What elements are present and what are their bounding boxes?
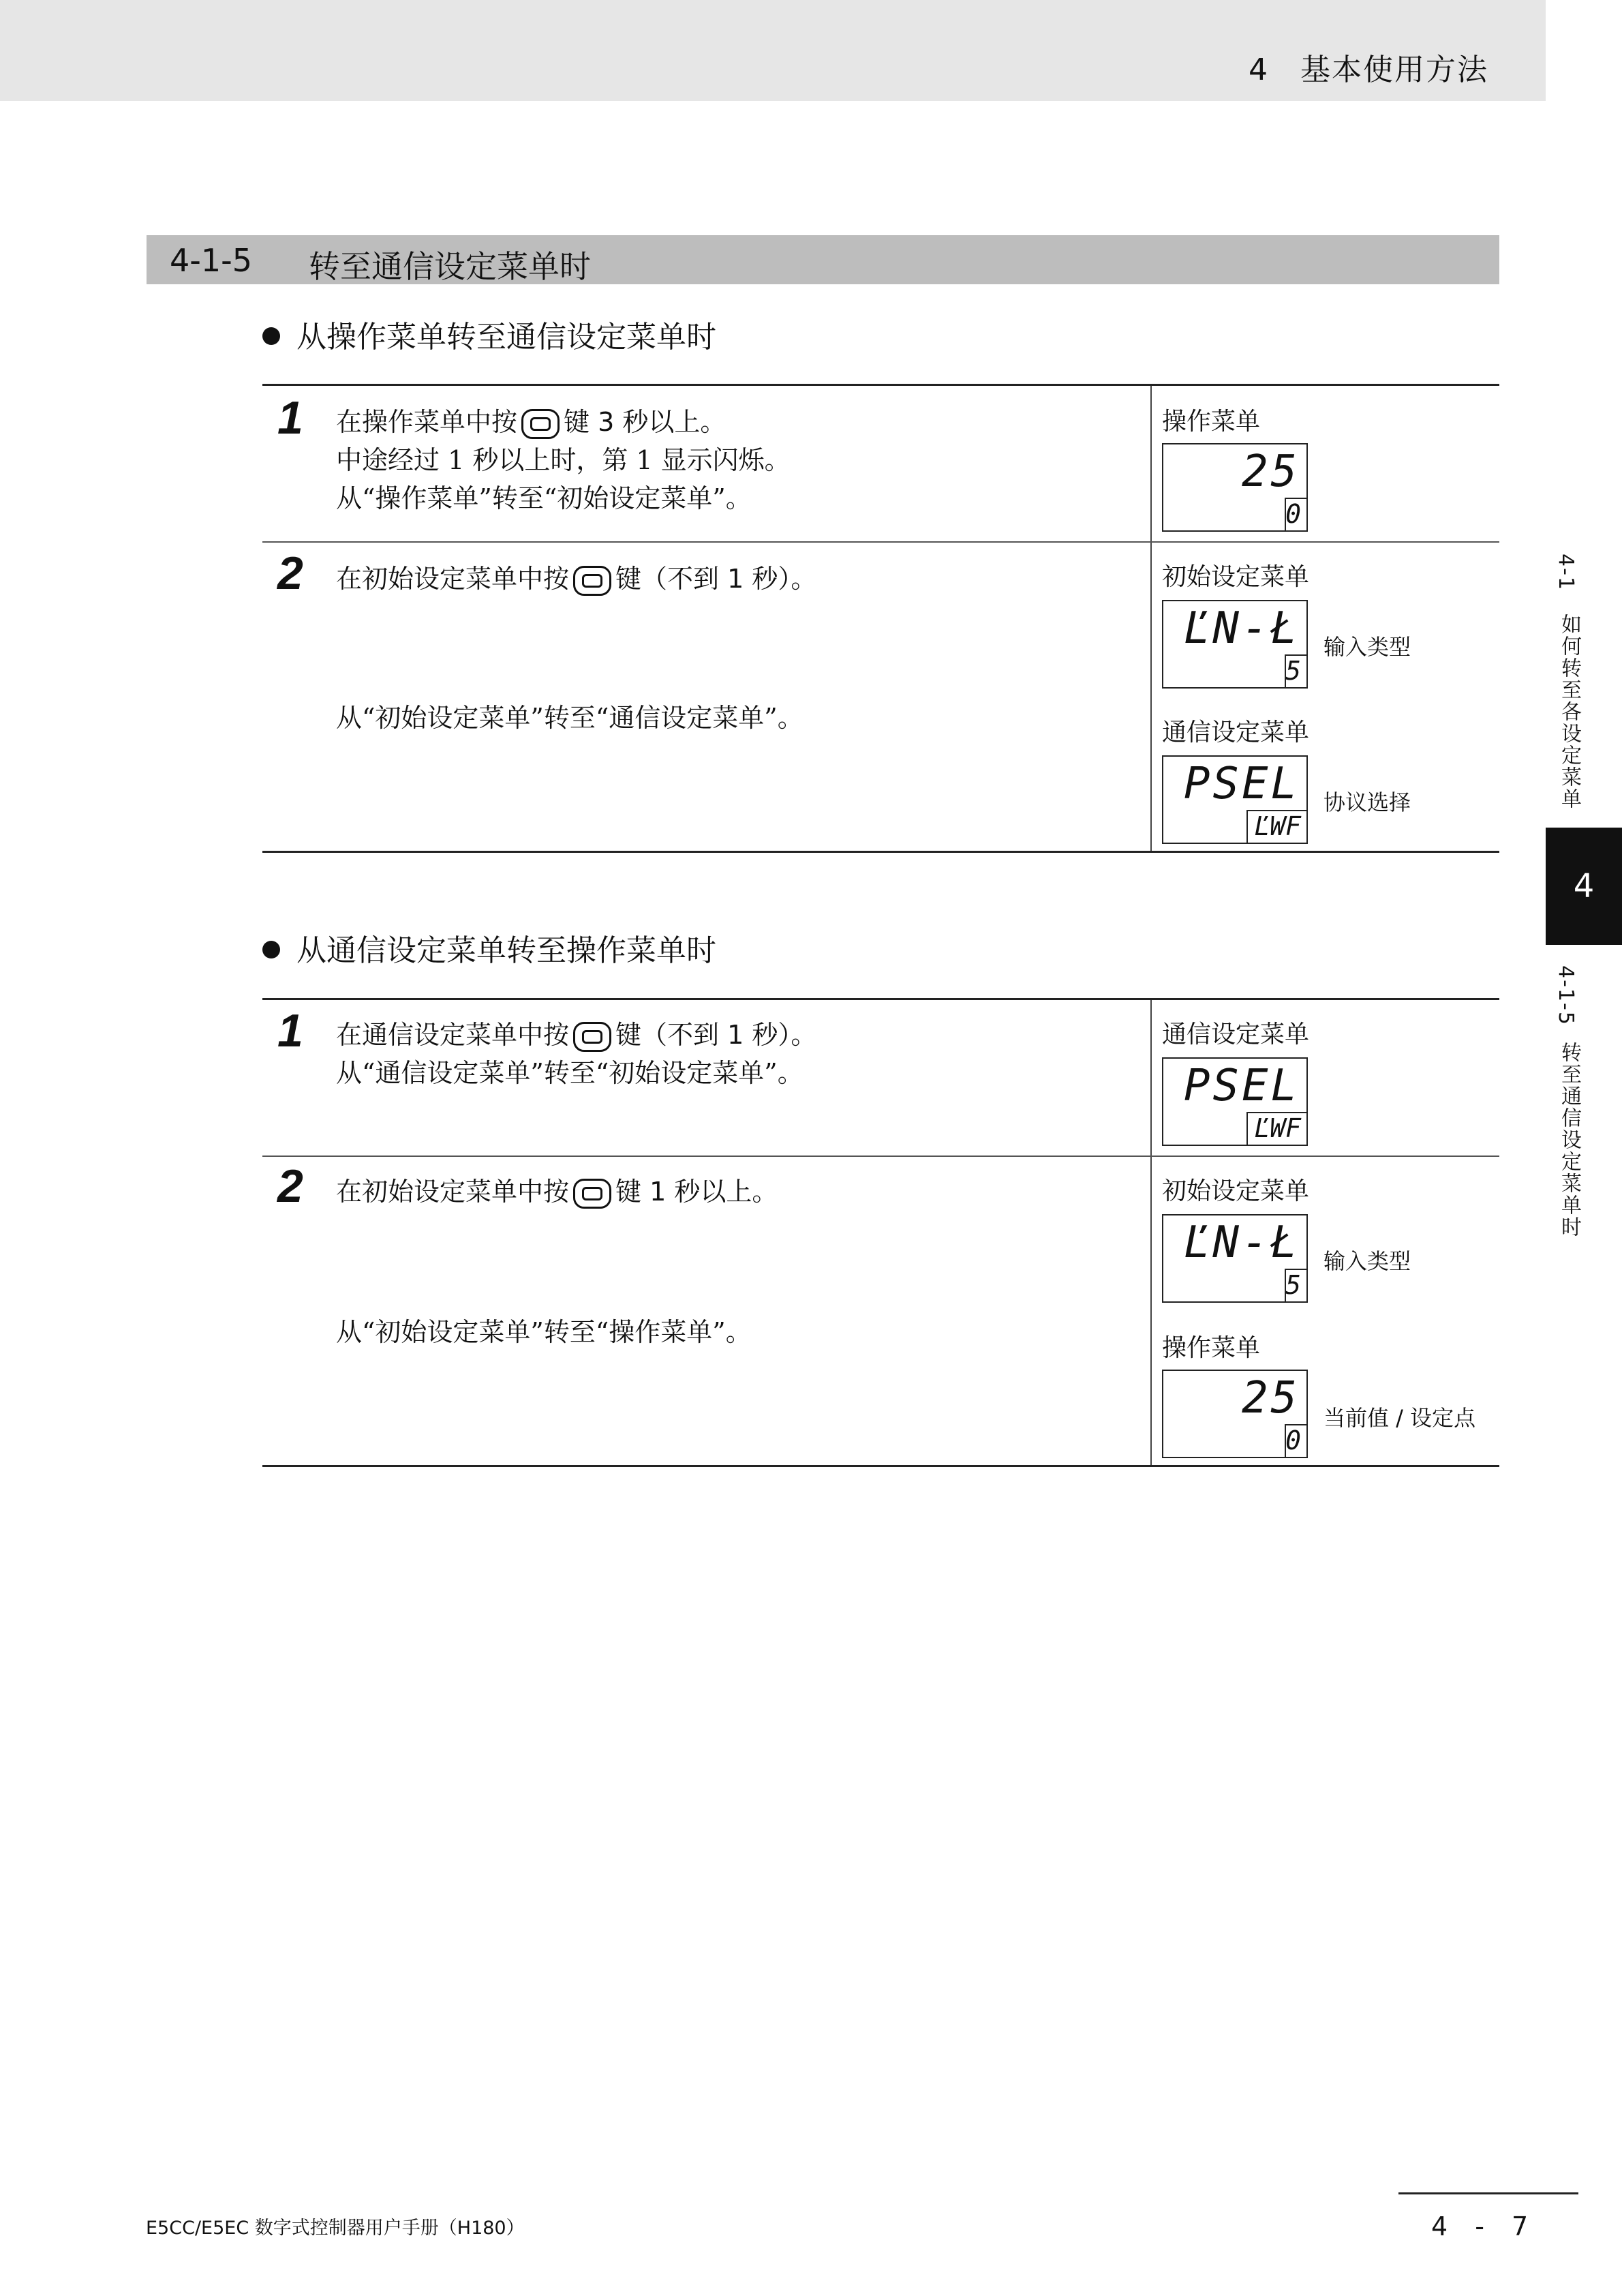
step-note: 中途经过 1 秒以上时，第 1 显示闪烁。 [336, 445, 791, 475]
chapter-tab[interactable]: 4 [1546, 828, 1622, 945]
step-result: 从“初始设定菜单”转至“操作菜单”。 [336, 1317, 752, 1347]
lcd-display [1162, 1057, 1308, 1146]
sidebar-section-number: 4-1 [1554, 554, 1578, 591]
sidebar-subsection-title: 转至通信设定菜单时 [1557, 1042, 1581, 1238]
step-result: 从“通信设定菜单”转至“初始设定菜单”。 [336, 1058, 804, 1088]
subsection-title-2: 从通信设定菜单转至操作菜单时 [296, 933, 716, 968]
bullet-icon [262, 941, 280, 958]
parameter-description: 输入类型 [1323, 634, 1411, 660]
procedure-table-2 [262, 998, 1499, 1467]
table-row [262, 1000, 1499, 1155]
sidebar-section-title: 如何转至各设定菜单 [1557, 614, 1581, 810]
section-title: 转至通信设定菜单时 [309, 248, 591, 285]
sidebar-subsection-number: 4-1-5 [1554, 965, 1578, 1026]
step-instruction: 在操作菜单中按 键 3 秒以上。 [336, 401, 726, 439]
display-sub: ĽWF [1254, 1113, 1301, 1143]
panel-label: 通信设定菜单 [1162, 1021, 1310, 1048]
mode-key-icon [573, 1022, 611, 1052]
page-rule [1398, 2192, 1578, 2194]
display-main: ĽN-Ł [1183, 1218, 1300, 1268]
display-sub: 5 [1285, 656, 1301, 686]
mode-key-icon [521, 409, 560, 439]
step-instruction: 在初始设定菜单中按 键 1 秒以上。 [336, 1170, 778, 1209]
mode-key-icon [573, 1179, 611, 1209]
table-row [262, 541, 1499, 852]
subsection-heading-2 [262, 926, 716, 969]
panel-label: 初始设定菜单 [1162, 563, 1310, 591]
parameter-description: 当前值 / 设定点 [1323, 1405, 1476, 1431]
display-main: ĽN-Ł [1183, 603, 1300, 654]
step-number: 1 [277, 1005, 303, 1057]
display-main: 25 [1241, 447, 1300, 497]
display-sub: 0 [1285, 1425, 1301, 1455]
step-number: 2 [277, 547, 303, 599]
parameter-description: 输入类型 [1323, 1248, 1411, 1274]
step-instruction: 在通信设定菜单中按 键（不到 1 秒）。 [336, 1014, 816, 1052]
procedure-table-1 [262, 384, 1499, 853]
table-row [262, 386, 1499, 541]
bullet-icon [262, 327, 280, 345]
page-number: 4 - 7 [1431, 2211, 1538, 2241]
display-sub: 5 [1285, 1270, 1301, 1300]
chapter-header: 4 基本使用方法 [1249, 52, 1488, 87]
step-number: 2 [277, 1160, 303, 1212]
table-row [262, 1155, 1499, 1466]
lcd-display [1162, 1214, 1308, 1303]
manual-footer: E5CC/E5EC 数字式控制器用户手册（H180） [146, 2218, 525, 2239]
step-instruction: 在初始设定菜单中按 键（不到 1 秒）。 [336, 558, 816, 596]
panel-label: 初始设定菜单 [1162, 1177, 1310, 1205]
display-main: 25 [1241, 1373, 1300, 1423]
section-heading [147, 235, 1499, 284]
panel-label: 操作菜单 [1162, 408, 1261, 436]
panel-label: 操作菜单 [1162, 1334, 1261, 1362]
subsection-title-1: 从操作菜单转至通信设定菜单时 [296, 320, 716, 354]
display-main: PSEL [1183, 759, 1300, 809]
panel-label: 通信设定菜单 [1162, 719, 1310, 746]
display-main: PSEL [1183, 1061, 1300, 1111]
step-result: 从“初始设定菜单”转至“通信设定菜单”。 [336, 703, 804, 733]
display-sub: ĽWF [1254, 811, 1301, 841]
lcd-display [1162, 1370, 1308, 1458]
mode-key-icon [573, 566, 611, 596]
display-sub: 0 [1285, 499, 1301, 529]
lcd-display [1162, 755, 1308, 844]
lcd-display [1162, 443, 1308, 532]
step-result: 从“操作菜单”转至“初始设定菜单”。 [336, 483, 752, 513]
lcd-display [1162, 600, 1308, 689]
step-number: 1 [277, 392, 303, 444]
parameter-description: 协议选择 [1323, 789, 1411, 815]
section-number: 4-1-5 [170, 242, 252, 279]
subsection-heading-1 [262, 312, 716, 356]
